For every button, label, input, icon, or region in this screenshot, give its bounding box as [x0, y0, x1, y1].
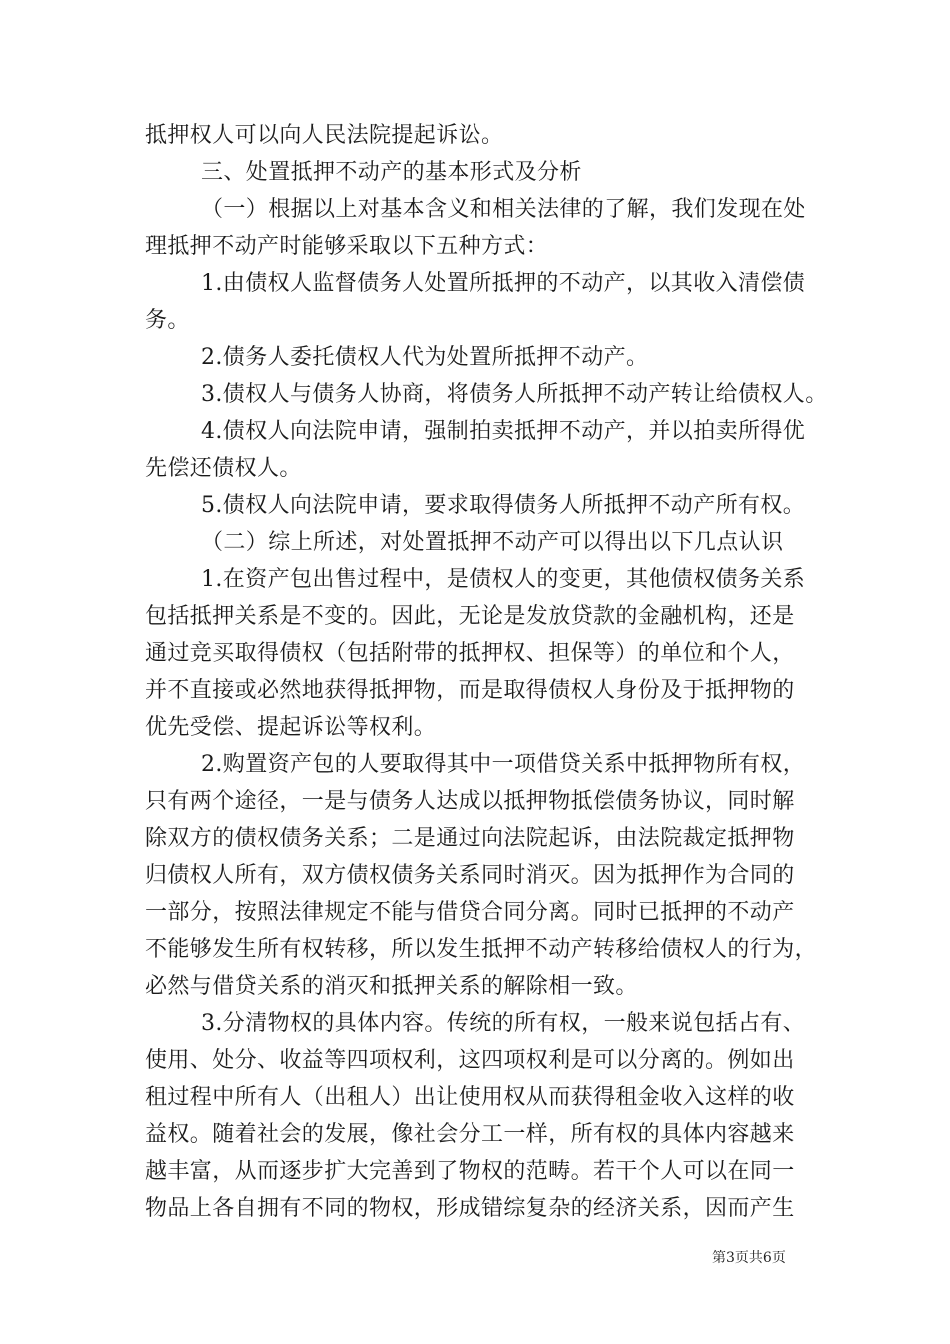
list-item: 1.在资产包出售过程中，是债权人的变更，其他债权债务关系 [201, 567, 806, 592]
text-line: 优先受偿、提起诉讼等权利。 [145, 715, 437, 740]
list-item: 2.债务人委托债权人代为处置所抵押不动产。 [201, 345, 649, 370]
text-line: 益权。随着社会的发展，像社会分工一样，所有权的具体内容越来 [145, 1122, 795, 1147]
text-line: 理抵押不动产时能够采取以下五种方式： [145, 234, 549, 259]
text-line: 抵押权人可以向人民法院提起诉讼。 [145, 123, 504, 148]
text-line: 只有两个途径，一是与债务人达成以抵押物抵偿债务协议，同时解 [145, 789, 795, 814]
text-line: 务。 [145, 308, 190, 333]
text-line: 物品上各自拥有不同的物权，形成错综复杂的经济关系，因而产生 [145, 1196, 795, 1221]
list-item: 2.购置资产包的人要取得其中一项借贷关系中抵押物所有权， [201, 752, 806, 777]
list-item: 5.债权人向法院申请，要求取得债务人所抵押不动产所有权。 [201, 493, 806, 518]
text-line: 并不直接或必然地获得抵押物，而是取得债权人身份及于抵押物的 [145, 678, 795, 703]
list-item: 1.由债权人监督债务人处置所抵押的不动产，以其收入清偿债 [201, 271, 806, 296]
text-line: 越丰富，从而逐步扩大完善到了物权的范畴。若干个人可以在同一 [145, 1159, 795, 1184]
subsection-heading: （二）综上所述，对处置抵押不动产可以得出以下几点认识 [201, 530, 784, 555]
section-heading: 三、处置抵押不动产的基本形式及分析 [201, 160, 582, 185]
text-line: 使用、处分、收益等四项权利，这四项权利是可以分离的。例如出 [145, 1048, 795, 1073]
text-line: 归债权人所有，双方债权债务关系同时消灭。因为抵押作为合同的 [145, 863, 795, 888]
text-line: 一部分，按照法律规定不能与借贷合同分离。同时已抵押的不动产 [145, 900, 795, 925]
text-line: 必然与借贷关系的消灭和抵押关系的解除相一致。 [145, 974, 638, 999]
text-line: 不能够发生所有权转移，所以发生抵押不动产转移给债权人的行为， [145, 937, 818, 962]
text-line: 除双方的债权债务关系；二是通过向法院起诉，由法院裁定抵押物 [145, 826, 795, 851]
text-line: 包括抵押关系是不变的。因此，无论是发放贷款的金融机构，还是 [145, 604, 795, 629]
page-number: 第3页共6页 [712, 1250, 786, 1266]
list-item: 4.债权人向法院申请，强制拍卖抵押不动产，并以拍卖所得优 [201, 419, 806, 444]
list-item: 3.分清物权的具体内容。传统的所有权，一般来说包括占有、 [201, 1011, 806, 1036]
subsection-heading: （一）根据以上对基本含义和相关法律的了解，我们发现在处 [201, 197, 806, 222]
text-line: 租过程中所有人（出租人）出让使用权从而获得租金收入这样的收 [145, 1085, 795, 1110]
text-line: 先偿还债权人。 [145, 456, 302, 481]
text-line: 通过竞买取得债权（包括附带的抵押权、担保等）的单位和个人， [145, 641, 795, 666]
list-item: 3.债权人与债务人协商，将债务人所抵押不动产转让给债权人。 [201, 382, 828, 407]
